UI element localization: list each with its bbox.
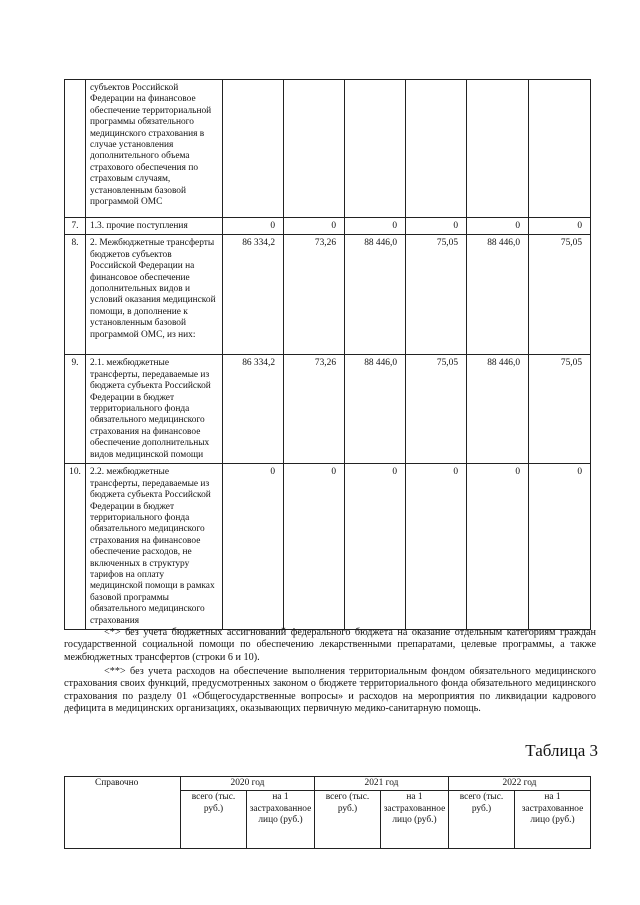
row-label: 2.1. межбюджетные трансферты, передаваемые из бюджета субъекта Российской Федерации в бюджет территориального фонда обязательного медицинского страхования на финансовое обеспечение дополнительных видов медицинской помощи [86, 355, 223, 464]
cell-2020-total: 0 [223, 218, 284, 235]
row-label: 1.3. прочие поступления [86, 218, 223, 235]
cell-2021-total [345, 80, 406, 218]
table-3-title: Таблица 3 [525, 741, 598, 760]
financing-table [64, 79, 591, 630]
cell-2022-total: 88 446,0 [467, 355, 529, 464]
cell-2021-per-person: 0 [406, 464, 467, 630]
subheader-total: всего (тыс. руб.) [315, 791, 381, 849]
subheader-per-person: на 1 застрахованное лицо (руб.) [515, 791, 591, 849]
cell-2021-total: 0 [345, 464, 406, 630]
cell-2021-per-person: 75,05 [406, 355, 467, 464]
row-number: 9. [65, 355, 86, 464]
footnote-2: <**> без учета расходов на обеспечение выполнения территориальным фондом обязательного медицинского страхования своих функций, предусмотренных законом о бюджете территориального фонда обязательного медицинского страхования по разделу 01 «Общегосударственные вопросы» и расходов на мероприятия по ликвидации кадрового дефицита в медицинских организациях, оказывающих первичную медико-санитарную помощь. [64, 666, 596, 714]
cell-2020-total [223, 80, 284, 218]
table-row [65, 218, 591, 235]
row-label: субъектов Российской Федерации на финансовое обеспечение территориальной программы обязательного медицинского страхования в случае установления дополнительного объема страхового обеспечения по страховым случаям, установленным базовой программой ОМС [86, 80, 223, 218]
subheader-total: всего (тыс. руб.) [181, 791, 247, 849]
table-row [65, 464, 591, 630]
cell-2022-total: 0 [467, 464, 529, 630]
cell-2021-total: 88 446,0 [345, 235, 406, 355]
table-header-row [65, 777, 591, 791]
cell-2022-per-person: 75,05 [529, 235, 591, 355]
table-row [65, 355, 591, 464]
cell-2022-per-person [529, 80, 591, 218]
reference-table [64, 776, 591, 849]
row-label: 2.2. межбюджетные трансферты, передаваемые из бюджета субъекта Российской Федерации в бюджет территориального фонда обязательного медицинского страхования на финансовое обеспечение расходов, не включенных в структуру тарифов на оплату медицинской помощи в рамках базовой программы обязательного медицинского страхования [86, 464, 223, 630]
subheader-total: всего (тыс. руб.) [449, 791, 515, 849]
subheader-per-person: на 1 застрахованное лицо (руб.) [381, 791, 449, 849]
cell-2020-per-person [284, 80, 345, 218]
year-2021-header: 2021 год [315, 777, 449, 791]
cell-2022-total: 88 446,0 [467, 235, 529, 355]
table-row [65, 235, 591, 355]
cell-2021-per-person: 75,05 [406, 235, 467, 355]
reference-header: Справочно [65, 777, 181, 849]
footnote-1: <*> без учета бюджетных ассигнований федерального бюджета на оказание отдельным категориям граждан государственной социальной помощи по обеспечению лекарственными препаратами, целевые программы, а также межбюджетных трансфертов (строки 6 и 10). [64, 627, 596, 663]
subheader-per-person: на 1 застрахованное лицо (руб.) [247, 791, 315, 849]
cell-2020-per-person: 0 [284, 218, 345, 235]
row-number: 10. [65, 464, 86, 630]
cell-2021-total: 0 [345, 218, 406, 235]
cell-2020-total: 86 334,2 [223, 355, 284, 464]
cell-2021-per-person: 0 [406, 218, 467, 235]
row-label: 2. Межбюджетные трансферты бюджетов субъектов Российской Федерации на финансовое обеспечение дополнительных видов и условий оказания медицинской помощи, в дополнение к установленным базовой программой ОМС, из них: [86, 235, 223, 355]
cell-2021-per-person [406, 80, 467, 218]
table-row [65, 80, 591, 218]
year-2022-header: 2022 год [449, 777, 591, 791]
cell-2020-per-person: 0 [284, 464, 345, 630]
cell-2022-per-person: 0 [529, 218, 591, 235]
cell-2020-total: 0 [223, 464, 284, 630]
row-number: 8. [65, 235, 86, 355]
cell-2020-per-person: 73,26 [284, 355, 345, 464]
cell-2021-total: 88 446,0 [345, 355, 406, 464]
cell-2022-total [467, 80, 529, 218]
cell-2020-total: 86 334,2 [223, 235, 284, 355]
row-number [65, 80, 86, 218]
cell-2022-total: 0 [467, 218, 529, 235]
year-2020-header: 2020 год [181, 777, 315, 791]
cell-2022-per-person: 75,05 [529, 355, 591, 464]
row-number: 7. [65, 218, 86, 235]
cell-2020-per-person: 73,26 [284, 235, 345, 355]
cell-2022-per-person: 0 [529, 464, 591, 630]
